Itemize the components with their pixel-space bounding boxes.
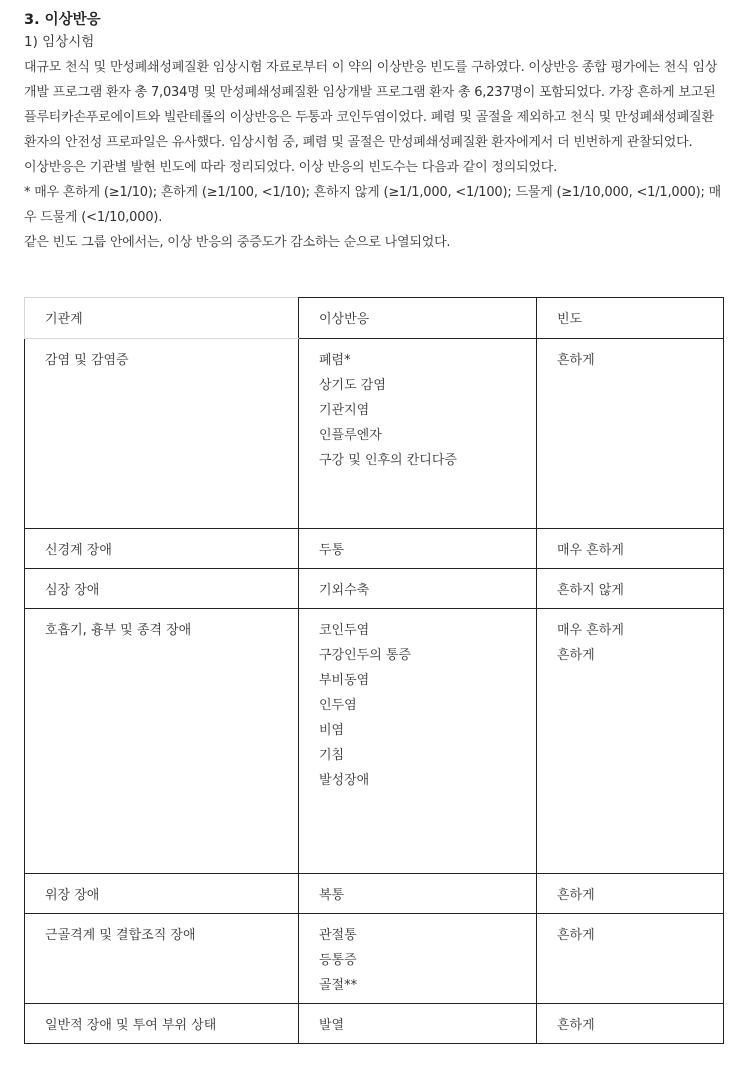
frequency-note: 이상반응은 기관별 발현 빈도에 따라 정리되었다. 이상 반응의 빈도수는 다음과 같이 정의되었다. — [24, 160, 558, 175]
adverse-reaction-item: 구강인두의 통증 — [319, 648, 412, 663]
section-subtitle: 1) 임상시험 — [24, 34, 95, 50]
adverse-reaction-cell — [299, 914, 537, 1004]
adverse-reaction-item: 기침 — [319, 748, 345, 763]
organ-system-cell: 일반적 장애 및 투여 부위 상태 — [25, 1004, 299, 1044]
frequency-item: 흔하게 — [557, 888, 595, 903]
header-organ-system: 기관계 — [25, 298, 299, 339]
adverse-reaction-item: 복통 — [319, 888, 345, 903]
adverse-reaction-cell — [299, 609, 537, 874]
adverse-reaction-cell — [299, 569, 537, 609]
header-frequency: 빈도 — [537, 298, 724, 339]
organ-system-cell: 호흡기, 흉부 및 종격 장애 — [25, 609, 299, 874]
frequency-item: 매우 흔하게 — [557, 543, 624, 558]
frequency-item: 흔하게 — [557, 648, 595, 663]
adverse-reaction-cell — [299, 529, 537, 569]
adverse-reaction-cell — [299, 1004, 537, 1044]
adverse-reaction-item: 발성장애 — [319, 773, 370, 788]
table-header-row — [25, 298, 724, 339]
section-title: 3. 이상반응 — [24, 12, 101, 28]
table-row — [25, 914, 724, 1004]
header-adverse-reaction: 이상반응 — [299, 298, 537, 339]
frequency-item: 흔하게 — [557, 1018, 595, 1033]
adverse-reaction-item: 발열 — [319, 1018, 345, 1033]
frequency-cell — [537, 339, 724, 529]
frequency-cell — [537, 914, 724, 1004]
document-body — [24, 10, 724, 255]
frequency-item: 흔하게 — [557, 353, 595, 368]
adverse-reaction-item: 인두염 — [319, 698, 357, 713]
frequency-cell — [537, 874, 724, 914]
table-row — [25, 529, 724, 569]
adverse-reaction-item: 기관지염 — [319, 403, 370, 418]
adverse-reaction-item: 비염 — [319, 723, 345, 738]
adverse-reaction-item: 폐렴* — [319, 353, 351, 368]
table-row — [25, 874, 724, 914]
frequency-cell — [537, 529, 724, 569]
adverse-reaction-item: 구강 및 인후의 칸디다증 — [319, 453, 457, 468]
table-row — [25, 569, 724, 609]
adverse-reaction-item: 골절** — [319, 978, 358, 993]
adverse-reaction-item: 등통증 — [319, 953, 357, 968]
adverse-reaction-item: 코인두염 — [319, 623, 370, 638]
organ-system-cell: 위장 장애 — [25, 874, 299, 914]
frequency-cell — [537, 1004, 724, 1044]
organ-system-cell: 근골격계 및 결합조직 장애 — [25, 914, 299, 1004]
frequency-cell — [537, 609, 724, 874]
adverse-reaction-item: 인플루엔자 — [319, 428, 382, 443]
adverse-reactions-table — [24, 297, 724, 1044]
frequency-item: 흔하지 않게 — [557, 583, 624, 598]
ordering-note: 같은 빈도 그룹 안에서는, 이상 반응의 중증도가 감소하는 순으로 나열되었다. — [24, 235, 451, 250]
organ-system-cell: 감염 및 감염증 — [25, 339, 299, 529]
organ-system-cell: 심장 장애 — [25, 569, 299, 609]
frequency-item: 흔하게 — [557, 928, 595, 943]
adverse-reaction-item: 부비동염 — [319, 673, 370, 688]
table-row — [25, 609, 724, 874]
frequency-cell — [537, 569, 724, 609]
intro-paragraph: 대규모 천식 및 만성폐쇄성폐질환 임상시험 자료로부터 이 약의 이상반응 빈도를 구하였다. 이상반응 종합 평가에는 천식 임상개발 프로그램 환자 총 7,034명 및 만성폐쇄성폐질환 임상개발 프로그램 환자 총 6,237명이 포함되었다. 가장 흔하게 보고된 플루티카손푸로에이트와 빌란테롤의 이상반응은 두통과 코인두염이었다. 폐렴 및 골절을 제외하고 천식 및 만성폐쇄성폐질환 환자의 안전성 프로파일은 유사했다. 임상시험 중, 폐렴 및 골절은 만성폐쇄성폐질환 환자에게서 더 빈번하게 관찰되었다. — [24, 60, 718, 150]
adverse-reaction-cell — [299, 874, 537, 914]
table-row — [25, 1004, 724, 1044]
table-row — [25, 339, 724, 529]
adverse-reaction-item: 두통 — [319, 543, 345, 558]
adverse-reaction-item: 기외수축 — [319, 583, 370, 598]
adverse-reaction-item: 상기도 감염 — [319, 378, 386, 393]
adverse-reaction-cell — [299, 339, 537, 529]
organ-system-cell: 신경계 장애 — [25, 529, 299, 569]
frequency-item: 매우 흔하게 — [557, 623, 624, 638]
frequency-definitions: * 매우 흔하게 (≥1/10); 흔하게 (≥1/100, <1/10); 흔하지 않게 (≥1/1,000, <1/100); 드물게 (≥1/10,000, <1/1,000); 매우 드물게 (<1/10,000). — [24, 185, 721, 225]
adverse-reaction-item: 관절통 — [319, 928, 357, 943]
